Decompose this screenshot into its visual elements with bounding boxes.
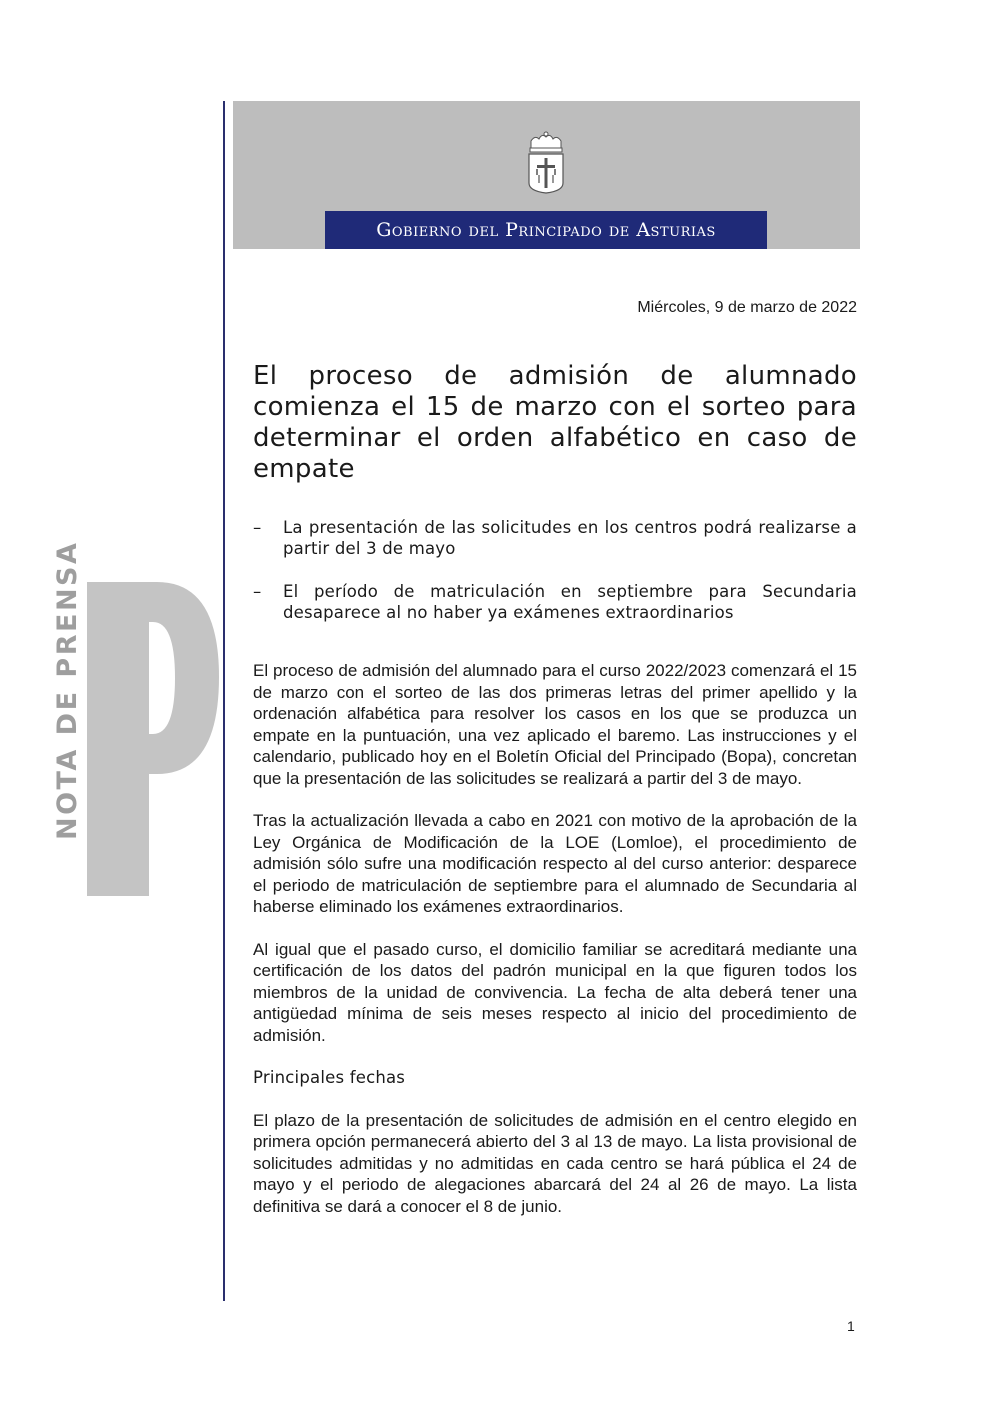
bullet-text: El período de matriculación en septiembre para Secundaria desaparece al no haber ya exámenes extraordinarios [283,582,857,622]
body-paragraph: Al igual que el pasado curso, el domicilio familiar se acreditará mediante una certificación de los datos del padrón municipal en la que figuren todos los miembros de la unidad de convivencia. La fecha de alta deberá tener una antigüedad mínima de seis meses respecto al inicio del procedimiento de admisión. [253,939,857,1045]
vertical-rule [223,101,225,1301]
section-subheading: Principales fechas [253,1068,406,1087]
headline: El proceso de admisión de alumnado comienza el 15 de marzo con el sorteo para determinar el orden alfabético en caso de empate [253,361,857,484]
big-p-logo [87,582,219,896]
bullet-item [253,517,857,559]
article-body [253,660,857,1238]
body-paragraph: El proceso de admisión del alumnado para el curso 2022/2023 comenzará el 15 de marzo con el sorteo de las dos primeras letras del primer apellido y la ordenación alfabética para resolver los casos en los que se produzca un empate en la puntuación, una vez aplicado el baremo. Las instrucciones y el calendario, publicado hoy en el Boletín Oficial del Principado (Bopa), concretan que la presentación de las solicitudes se realizará a partir del 3 de mayo. [253,661,857,788]
page-number: 1 [847,1318,855,1334]
press-date: Miércoles, 9 de marzo de 2022 [637,299,857,316]
body-paragraph: El plazo de la presentación de solicitudes de admisión en el centro elegido en primera opción permanecerá abierto del 3 al 13 de mayo. La lista provisional de solicitudes admitidas y no admitidas en cada centro se hará pública el 24 de mayo y el periodo de alegaciones abarcará del 24 al 26 de mayo. La lista definitiva se dará a conocer el 8 de junio. [253,1110,857,1216]
bullet-item [253,581,857,623]
coat-of-arms-icon [525,131,567,195]
summary-bullets [253,517,857,645]
nota-de-prensa-label: NOTA DE PRENSA [52,540,83,840]
bullet-dash: – [253,582,262,601]
bullet-dash: – [253,518,262,537]
header-banner [233,101,860,249]
bullet-text: La presentación de las solicitudes en los centros podrá realizarse a partir del 3 de mayo [283,518,857,558]
body-paragraph: Tras la actualización llevada a cabo en 2021 con motivo de la aprobación de la Ley Orgánica de Modificación de la LOE (Lomloe), el procedimiento de admisión sólo sufre una modificación respecto al del curso anterior: desparece el periodo de matriculación de septiembre para el alumnado de Secundaria al haberse eliminado los exámenes extraordinarios. [253,811,857,916]
government-name-banner: Gobierno del Principado de Asturias [325,211,767,249]
